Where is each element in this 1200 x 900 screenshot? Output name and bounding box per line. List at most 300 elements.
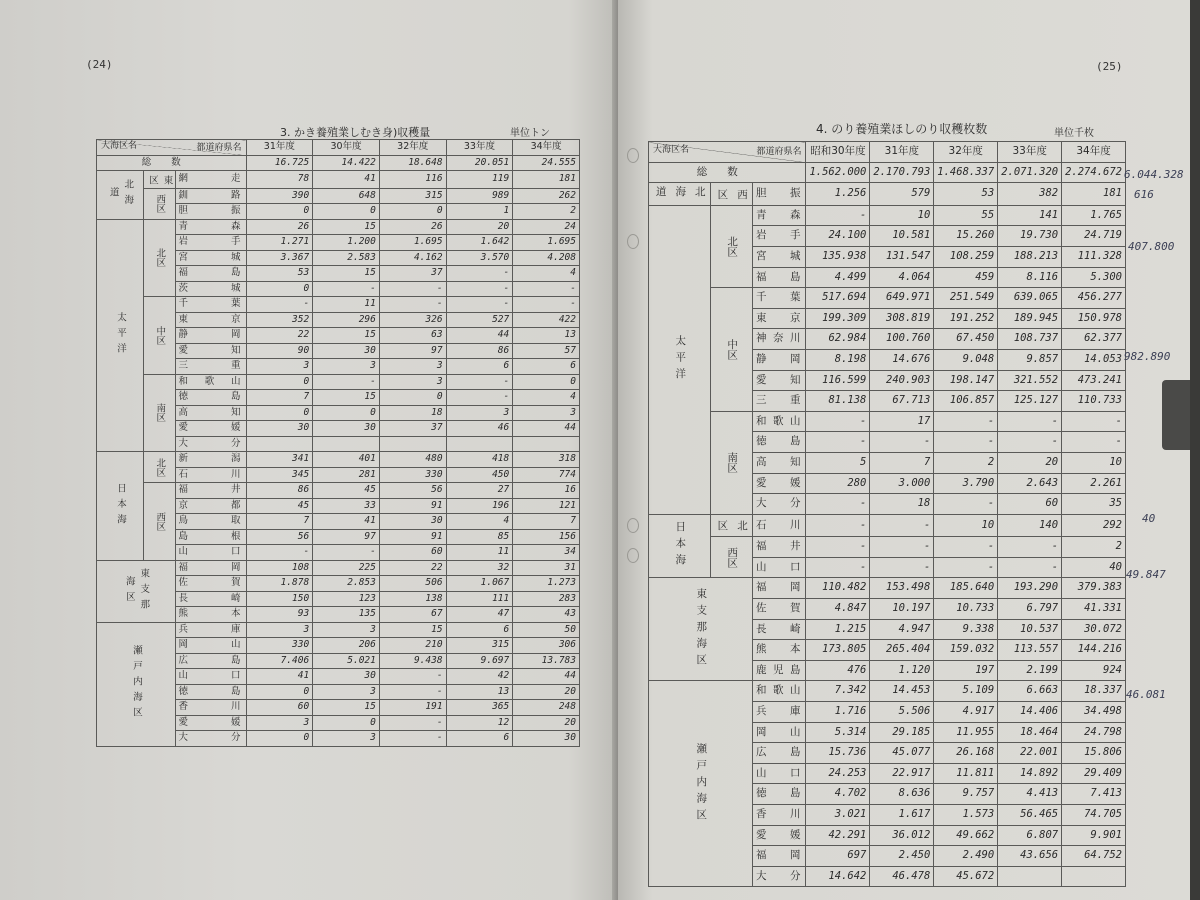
data-cell: 56 <box>246 529 313 545</box>
prefecture-name: 鳥取 <box>175 514 246 530</box>
data-cell: 4.847 <box>806 599 870 620</box>
prefecture-name: 徳島 <box>752 432 806 453</box>
data-cell: 639.065 <box>998 288 1062 309</box>
prefecture-name: 東京 <box>175 312 246 328</box>
prefecture-name: 徳島 <box>175 390 246 406</box>
region-label: 北海道 <box>649 183 711 206</box>
region-header: 大海区名 <box>101 141 138 151</box>
data-cell: 86 <box>446 343 513 359</box>
prefecture-name: 和歌山 <box>175 374 246 390</box>
data-cell: 4.162 <box>379 250 446 266</box>
data-cell: 1.878 <box>246 576 313 592</box>
prefecture-name: 青森 <box>752 205 806 226</box>
data-cell: 141 <box>998 205 1062 226</box>
prefecture-header: 都道府県名 <box>196 143 242 153</box>
data-cell: 1.200 <box>313 235 380 251</box>
binding-hole <box>627 148 639 163</box>
prefecture-name: 山口 <box>175 669 246 685</box>
data-cell: 6.797 <box>998 599 1062 620</box>
data-cell: 10 <box>1062 452 1126 473</box>
data-cell: 108 <box>246 560 313 576</box>
prefecture-name: 宮城 <box>752 246 806 267</box>
data-cell: 14.453 <box>870 681 934 702</box>
data-cell: 1.271 <box>246 235 313 251</box>
region-label: 北海道 <box>97 171 144 220</box>
prefecture-name: 福島 <box>752 267 806 288</box>
data-cell: 26 <box>246 219 313 235</box>
table-row <box>649 514 1126 537</box>
prefecture-name: 岩手 <box>752 226 806 247</box>
prefecture-name: 静岡 <box>175 328 246 344</box>
data-cell: 2 <box>513 204 580 220</box>
data-cell: 9.338 <box>934 619 998 640</box>
data-cell: - <box>513 297 580 313</box>
data-cell: 135 <box>313 607 380 623</box>
data-cell <box>513 436 580 452</box>
data-cell: 262 <box>513 188 580 204</box>
data-cell: 3.367 <box>246 250 313 266</box>
data-cell: - <box>446 297 513 313</box>
data-cell: 14.053 <box>1062 349 1126 370</box>
data-cell: - <box>446 374 513 390</box>
data-cell: 225 <box>313 560 380 576</box>
data-cell: 63 <box>379 328 446 344</box>
data-cell: 156 <box>513 529 580 545</box>
prefecture-name: 兵庫 <box>752 702 806 723</box>
data-cell: 150 <box>246 591 313 607</box>
data-cell: - <box>446 390 513 406</box>
prefecture-name: 愛知 <box>752 370 806 391</box>
prefecture-name: 青森 <box>175 219 246 235</box>
data-cell: - <box>379 669 446 685</box>
prefecture-name: 福岡 <box>175 560 246 576</box>
prefecture-name: 釧路 <box>175 188 246 204</box>
data-cell: - <box>870 557 934 578</box>
data-cell <box>246 436 313 452</box>
data-cell: 36.012 <box>870 825 934 846</box>
data-cell: 341 <box>246 452 313 468</box>
prefecture-name: 鹿児島 <box>752 660 806 681</box>
prefecture-name: 福井 <box>175 483 246 499</box>
table-title: 4. のり養殖業ほしのり収穫枚数 <box>816 122 988 136</box>
total-value: 16.725 <box>246 155 313 171</box>
data-cell: 2.583 <box>313 250 380 266</box>
data-cell: 41 <box>246 669 313 685</box>
subregion-label: 東区 <box>143 171 175 189</box>
data-cell: 3 <box>379 374 446 390</box>
prefecture-name: 福岡 <box>752 846 806 867</box>
data-cell: 197 <box>934 660 998 681</box>
data-cell: 1.765 <box>1062 205 1126 226</box>
prefecture-name: 徳島 <box>175 684 246 700</box>
data-cell: - <box>806 537 870 558</box>
data-cell: 9.697 <box>446 653 513 669</box>
data-cell: 62.377 <box>1062 329 1126 350</box>
table-row <box>649 537 1126 558</box>
unit-label: 単位千枚 <box>1054 128 1094 139</box>
prefecture-name: 大分 <box>752 866 806 887</box>
data-cell: 1.642 <box>446 235 513 251</box>
region-label: 日本海 <box>649 514 711 578</box>
data-cell: 14.892 <box>998 763 1062 784</box>
data-cell: 924 <box>1062 660 1126 681</box>
region-label: 日本海 <box>97 452 144 561</box>
data-cell: 57 <box>513 343 580 359</box>
total-value: 24.555 <box>513 155 580 171</box>
data-cell: 159.032 <box>934 640 998 661</box>
data-cell: 3 <box>313 684 380 700</box>
data-cell: 308.819 <box>870 308 934 329</box>
table-row <box>97 188 580 204</box>
prefecture-name: 宮城 <box>175 250 246 266</box>
data-cell: 1.120 <box>870 660 934 681</box>
data-cell: 473.241 <box>1062 370 1126 391</box>
data-cell: 150.978 <box>1062 308 1126 329</box>
data-cell: 306 <box>513 638 580 654</box>
data-cell: 459 <box>934 267 998 288</box>
data-cell: 13 <box>446 684 513 700</box>
data-cell: 10.197 <box>870 599 934 620</box>
year-header: 33年度 <box>446 140 513 156</box>
data-cell: 3 <box>313 622 380 638</box>
data-cell: 31 <box>513 560 580 576</box>
margin-note: 407.800 <box>1128 240 1175 253</box>
data-cell: 44 <box>513 669 580 685</box>
binding-hole <box>627 548 639 563</box>
region-label: 太平洋 <box>97 219 144 452</box>
data-cell: - <box>1062 411 1126 432</box>
data-cell: - <box>446 281 513 297</box>
subregion-label: 中区 <box>710 288 752 412</box>
data-cell: 3.790 <box>934 473 998 494</box>
data-cell: 315 <box>379 188 446 204</box>
data-cell: 1.273 <box>513 576 580 592</box>
data-cell: 22.917 <box>870 763 934 784</box>
data-cell: 1 <box>446 204 513 220</box>
table-row <box>97 219 580 235</box>
data-cell: 206 <box>313 638 380 654</box>
data-cell: 30 <box>246 421 313 437</box>
data-cell: 318 <box>513 452 580 468</box>
data-cell: 24.253 <box>806 763 870 784</box>
data-cell: 30 <box>513 731 580 747</box>
data-cell: 30 <box>379 514 446 530</box>
data-cell: 579 <box>870 183 934 206</box>
data-cell: 43 <box>513 607 580 623</box>
data-cell: 26.168 <box>934 743 998 764</box>
data-cell: 352 <box>246 312 313 328</box>
prefecture-name: 広島 <box>752 743 806 764</box>
table-row <box>649 578 1126 599</box>
total-value: 1.468.337 <box>934 162 998 183</box>
data-cell: 56.465 <box>998 805 1062 826</box>
data-cell: 7 <box>246 514 313 530</box>
prefecture-name: 高知 <box>752 452 806 473</box>
data-cell: - <box>806 514 870 537</box>
data-cell <box>1062 866 1126 887</box>
data-cell: - <box>446 266 513 282</box>
data-cell: 41 <box>313 514 380 530</box>
total-value: 2.170.793 <box>870 162 934 183</box>
data-cell: 198.147 <box>934 370 998 391</box>
year-header: 31年度 <box>870 142 934 163</box>
prefecture-name: 岡山 <box>752 722 806 743</box>
data-cell: 116.599 <box>806 370 870 391</box>
data-cell: 91 <box>379 529 446 545</box>
margin-note: 616 <box>1134 188 1154 201</box>
data-cell: 44 <box>446 328 513 344</box>
data-cell: 1.256 <box>806 183 870 206</box>
data-cell: 29.185 <box>870 722 934 743</box>
data-cell: 401 <box>313 452 380 468</box>
data-cell: 6 <box>446 622 513 638</box>
data-cell: 74.705 <box>1062 805 1126 826</box>
data-cell: 43.656 <box>998 846 1062 867</box>
data-cell: 506 <box>379 576 446 592</box>
data-cell: 0 <box>246 281 313 297</box>
data-cell: 140 <box>998 514 1062 537</box>
data-cell: 4.208 <box>513 250 580 266</box>
data-cell: 181 <box>1062 183 1126 206</box>
data-cell: 188.213 <box>998 246 1062 267</box>
data-cell: 191.252 <box>934 308 998 329</box>
subregion-label: 南区 <box>710 411 752 514</box>
data-cell: 22 <box>379 560 446 576</box>
data-cell: 0 <box>313 405 380 421</box>
subregion-label: 西区 <box>710 183 752 206</box>
data-cell: 13.783 <box>513 653 580 669</box>
data-cell: 53 <box>246 266 313 282</box>
data-cell: 42.291 <box>806 825 870 846</box>
data-cell: 4 <box>513 266 580 282</box>
region-label: 瀬戸内海区 <box>97 622 176 746</box>
prefecture-name: 新潟 <box>175 452 246 468</box>
data-cell: 7.342 <box>806 681 870 702</box>
data-cell: 0 <box>246 731 313 747</box>
data-cell: - <box>998 537 1062 558</box>
data-cell: 14.676 <box>870 349 934 370</box>
data-cell: 5.506 <box>870 702 934 723</box>
data-cell: 37 <box>379 266 446 282</box>
prefecture-name: 山口 <box>752 763 806 784</box>
data-cell: 60 <box>379 545 446 561</box>
data-cell: - <box>870 514 934 537</box>
data-cell: 144.216 <box>1062 640 1126 661</box>
subregion-label: 北区 <box>710 514 752 537</box>
data-cell: 7 <box>513 514 580 530</box>
data-cell: 14.406 <box>998 702 1062 723</box>
data-cell: 60 <box>246 700 313 716</box>
data-cell: 774 <box>513 467 580 483</box>
prefecture-name: 佐賀 <box>175 576 246 592</box>
prefecture-name: 岩手 <box>175 235 246 251</box>
data-cell: - <box>313 545 380 561</box>
data-cell: 60 <box>998 494 1062 515</box>
data-cell: 6 <box>446 731 513 747</box>
data-cell: 55 <box>934 205 998 226</box>
data-cell: 3 <box>313 359 380 375</box>
data-cell: 697 <box>806 846 870 867</box>
data-cell: 34 <box>513 545 580 561</box>
data-cell: 4.917 <box>934 702 998 723</box>
subregion-label: 北区 <box>143 219 175 297</box>
table-row <box>97 171 580 189</box>
data-cell: 106.857 <box>934 391 998 412</box>
page-number: (24) <box>86 58 113 71</box>
data-cell: 1.617 <box>870 805 934 826</box>
data-cell: 0 <box>246 204 313 220</box>
region-header: 大海区名 <box>653 145 690 155</box>
prefecture-name: 和歌山 <box>752 411 806 432</box>
total-row <box>97 155 580 171</box>
data-cell: - <box>379 731 446 747</box>
data-cell: 15 <box>313 328 380 344</box>
data-cell: 476 <box>806 660 870 681</box>
data-cell: 15.736 <box>806 743 870 764</box>
binding-hole <box>627 518 639 533</box>
data-cell: 90 <box>246 343 313 359</box>
region-label: 太平洋 <box>649 205 711 514</box>
region-label: 東支那海区 <box>97 560 176 622</box>
subregion-label: 中区 <box>143 297 175 375</box>
subregion-label: 南区 <box>143 374 175 452</box>
data-cell: 365 <box>446 700 513 716</box>
region-label: 東支那海区 <box>649 578 753 681</box>
data-cell: 248 <box>513 700 580 716</box>
data-cell: 191 <box>379 700 446 716</box>
data-cell: 22 <box>246 328 313 344</box>
prefecture-name: 和歌山 <box>752 681 806 702</box>
total-label: 総数 <box>649 162 806 183</box>
prefecture-name: 島根 <box>175 529 246 545</box>
data-cell: 153.498 <box>870 578 934 599</box>
data-cell: 0 <box>246 374 313 390</box>
data-cell: 199.309 <box>806 308 870 329</box>
data-cell: 8.116 <box>998 267 1062 288</box>
data-cell: 281 <box>313 467 380 483</box>
data-cell: - <box>313 374 380 390</box>
page-number: (25) <box>1096 60 1123 73</box>
data-cell: 11 <box>313 297 380 313</box>
data-cell: 32 <box>446 560 513 576</box>
prefecture-name: 京都 <box>175 498 246 514</box>
data-cell: 33 <box>313 498 380 514</box>
data-cell <box>998 866 1062 887</box>
data-cell: - <box>806 205 870 226</box>
data-cell: 30 <box>313 343 380 359</box>
data-cell: 7 <box>246 390 313 406</box>
data-cell: 10.537 <box>998 619 1062 640</box>
data-cell: 0 <box>513 374 580 390</box>
data-cell: 81.138 <box>806 391 870 412</box>
data-cell: - <box>934 411 998 432</box>
prefecture-name: 熊本 <box>752 640 806 661</box>
data-cell: 30.072 <box>1062 619 1126 640</box>
data-cell: 1.573 <box>934 805 998 826</box>
data-cell: 14.642 <box>806 866 870 887</box>
data-cell: 67.450 <box>934 329 998 350</box>
data-cell: 53 <box>934 183 998 206</box>
data-cell: 26 <box>379 219 446 235</box>
data-cell: 4.064 <box>870 267 934 288</box>
data-cell: 3.000 <box>870 473 934 494</box>
data-cell: 9.857 <box>998 349 1062 370</box>
data-cell: 3 <box>379 359 446 375</box>
data-cell: 0 <box>246 684 313 700</box>
data-cell: 67.713 <box>870 391 934 412</box>
data-cell: 20 <box>513 715 580 731</box>
data-cell: 7 <box>870 452 934 473</box>
year-header: 33年度 <box>998 142 1062 163</box>
data-cell: 29.409 <box>1062 763 1126 784</box>
data-cell: 47 <box>446 607 513 623</box>
data-cell: 321.552 <box>998 370 1062 391</box>
data-cell: 649.971 <box>870 288 934 309</box>
prefecture-name: 大分 <box>175 731 246 747</box>
prefecture-name: 長崎 <box>175 591 246 607</box>
table-row <box>97 374 580 390</box>
data-cell: 45 <box>313 483 380 499</box>
data-cell: - <box>806 432 870 453</box>
data-cell: 9.438 <box>379 653 446 669</box>
data-cell: 4.702 <box>806 784 870 805</box>
data-cell: 5.109 <box>934 681 998 702</box>
unit-label: 単位トン <box>510 128 550 139</box>
data-cell: 37 <box>379 421 446 437</box>
data-cell: 41.331 <box>1062 599 1126 620</box>
table-row <box>649 288 1126 309</box>
total-value: 2.071.320 <box>998 162 1062 183</box>
data-cell: 5.314 <box>806 722 870 743</box>
data-cell: 251.549 <box>934 288 998 309</box>
data-cell: 41 <box>313 171 380 189</box>
data-cell: 5 <box>806 452 870 473</box>
data-cell: 11 <box>446 545 513 561</box>
data-cell: 111 <box>446 591 513 607</box>
prefecture-name: 大分 <box>752 494 806 515</box>
data-cell: 3 <box>446 405 513 421</box>
year-header: 32年度 <box>379 140 446 156</box>
data-cell: 4 <box>513 390 580 406</box>
data-cell: 91 <box>379 498 446 514</box>
data-cell: 3.021 <box>806 805 870 826</box>
data-cell: 6.663 <box>998 681 1062 702</box>
prefecture-name: 東京 <box>752 308 806 329</box>
data-cell: 173.805 <box>806 640 870 661</box>
data-cell: 116 <box>379 171 446 189</box>
binding-hole <box>627 234 639 249</box>
data-cell: 18.464 <box>998 722 1062 743</box>
data-cell: 3 <box>246 715 313 731</box>
data-cell: 2.261 <box>1062 473 1126 494</box>
data-cell: 2.199 <box>998 660 1062 681</box>
header-row <box>649 142 1126 163</box>
data-cell: 2.853 <box>313 576 380 592</box>
data-cell: - <box>246 297 313 313</box>
data-cell: - <box>934 537 998 558</box>
data-cell: 20 <box>513 684 580 700</box>
data-cell: 22.001 <box>998 743 1062 764</box>
data-cell: 67 <box>379 607 446 623</box>
data-cell: 6.807 <box>998 825 1062 846</box>
data-cell: 50 <box>513 622 580 638</box>
data-cell: 93 <box>246 607 313 623</box>
prefecture-name: 山口 <box>752 557 806 578</box>
prefecture-name: 石川 <box>752 514 806 537</box>
data-cell: 2.490 <box>934 846 998 867</box>
data-cell: 240.903 <box>870 370 934 391</box>
table-row <box>649 183 1126 206</box>
